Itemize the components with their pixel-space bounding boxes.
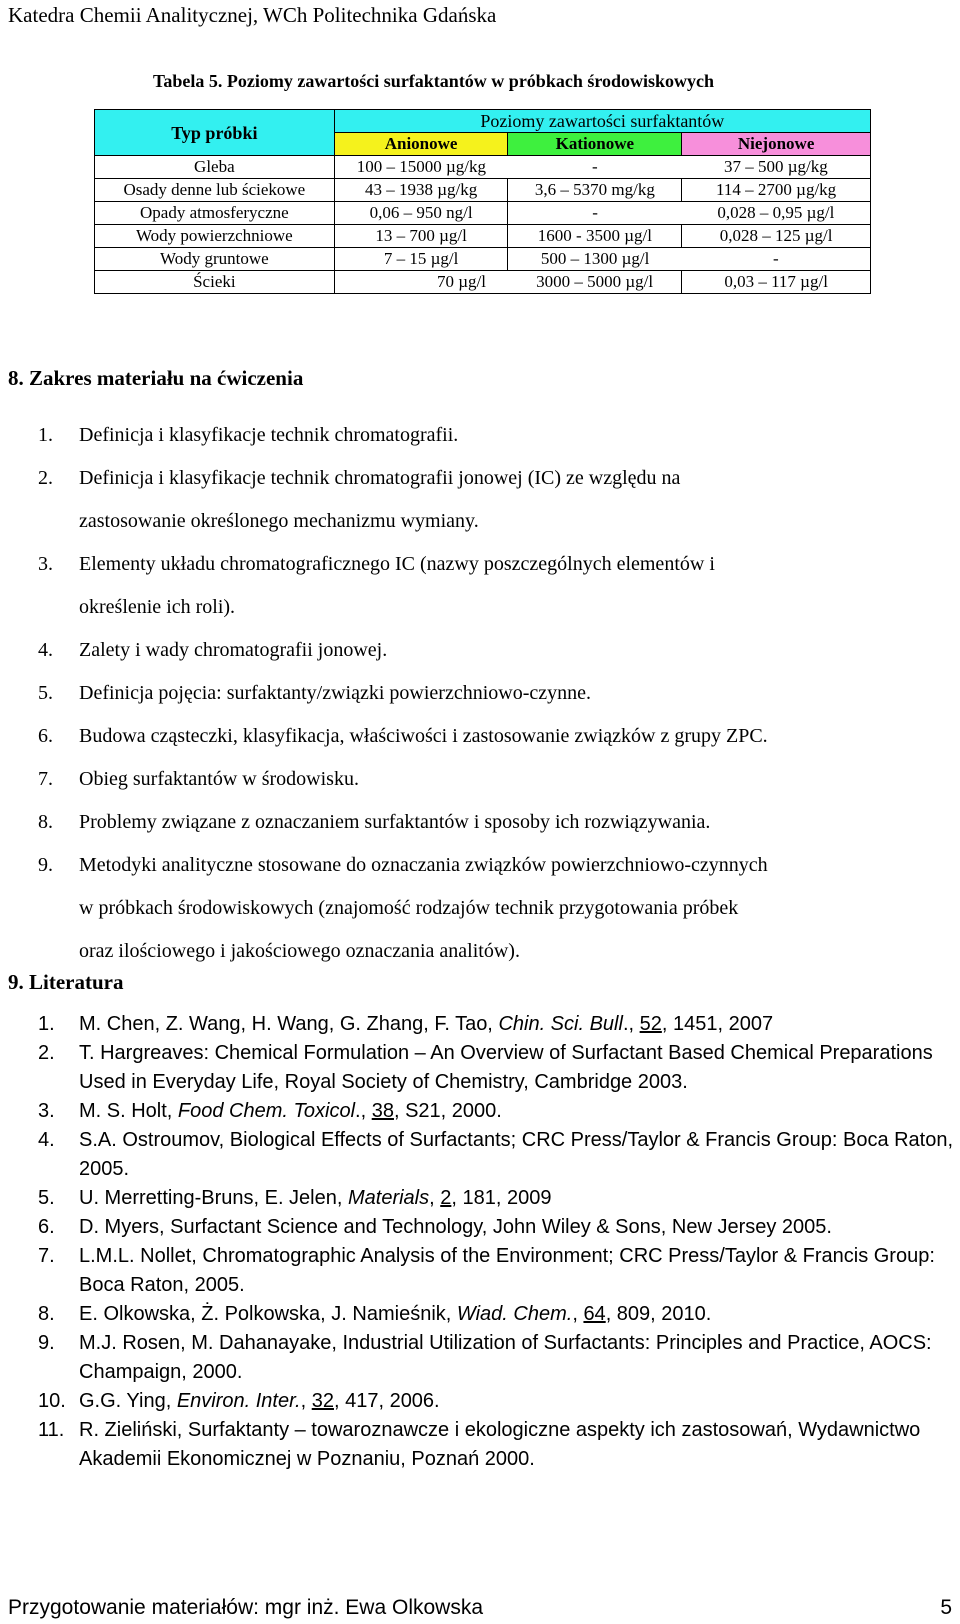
page-number: 5 (940, 1596, 952, 1619)
reference-number: 7. (38, 1245, 55, 1267)
cell-anionic: 70 µg/l (334, 271, 508, 294)
list-item-line: Problemy związane z oznaczaniem surfaktantów i sposoby ich rozwiązywania. (79, 811, 711, 833)
reference-text: , (429, 1187, 441, 1209)
page-header: Katedra Chemii Analitycznej, WCh Politechnika Gdańska (8, 3, 497, 27)
reference-number: 2. (38, 1042, 55, 1064)
surfactant-levels-table (94, 109, 871, 294)
list-item-line: oraz ilościowego i jakościowego oznaczania analitów). (79, 940, 520, 962)
reference-item (8, 1097, 956, 1126)
list-item-number: 2. (38, 467, 53, 489)
cell-cationic: 3,6 – 5370 mg/kg (508, 179, 682, 202)
reference-text: R. Zieliński, Surfaktanty – towaroznawcze i ekologiczne aspekty ich zastosowań, Wydawnictwo Akademii Ekonomicznej w Poznaniu, Poznań 2000. (79, 1419, 921, 1470)
cell-nonionic: 114 – 2700 µg/kg (682, 179, 871, 202)
table-row (95, 225, 871, 248)
list-item-number: 4. (38, 639, 53, 661)
list-item-line: Budowa cząsteczki, klasyfikacja, właściwości i zastosowanie związków z grupy ZPC. (79, 725, 768, 747)
list-item-line: Zalety i wady chromatografii jonowej. (79, 639, 388, 661)
reference-text: Materials (347, 1187, 430, 1209)
reference-text: E. Olkowska, Ż. Polkowska, J. Namieśnik, (79, 1303, 457, 1325)
list-item-line: zastosowanie określonego mechanizmu wymiany. (79, 510, 479, 532)
page-footer (8, 1596, 952, 1620)
list-item (8, 414, 958, 457)
col-header-sample-type: Typ próbki (95, 110, 335, 156)
reference-text: Food Chem. Toxicol (177, 1100, 356, 1122)
section-8-list (8, 414, 958, 973)
cell-cationic: 3000 – 5000 µg/l (508, 271, 682, 294)
literature-list (8, 1010, 956, 1474)
reference-item (8, 1387, 956, 1416)
reference-text: ., (355, 1100, 372, 1122)
reference-item (8, 1213, 956, 1242)
cell-anionic: 43 – 1938 µg/kg (334, 179, 508, 202)
reference-text: 2 (440, 1187, 452, 1209)
list-item (8, 629, 958, 672)
reference-item (8, 1242, 956, 1300)
list-item (8, 457, 958, 543)
list-item (8, 844, 958, 973)
list-item-number: 5. (38, 682, 53, 704)
list-item (8, 672, 958, 715)
cell-nonionic: 0,028 – 0,95 µg/l (682, 202, 871, 225)
cell-type: Wody powierzchniowe (95, 225, 335, 248)
cell-type: Ścieki (95, 271, 335, 294)
cell-type: Osady denne lub ściekowe (95, 179, 335, 202)
reference-text: ., (622, 1013, 640, 1035)
list-item (8, 543, 958, 629)
list-item-number: 8. (38, 811, 53, 833)
reference-text: U. Merretting-Bruns, E. Jelen, (79, 1187, 348, 1209)
col-header-nonionic: Niejonowe (682, 133, 871, 156)
reference-text: , 417, 2006. (333, 1390, 440, 1412)
reference-number: 9. (38, 1332, 55, 1354)
reference-text: , S21, 2000. (393, 1100, 502, 1122)
col-header-anionic: Anionowe (334, 133, 508, 156)
reference-text: 64 (583, 1303, 606, 1325)
cell-anionic: 7 – 15 µg/l (334, 248, 508, 271)
cell-type: Gleba (95, 156, 335, 179)
cell-cationic: 500 – 1300 µg/l (508, 248, 682, 271)
reference-item (8, 1126, 956, 1184)
cell-nonionic: - (682, 248, 871, 271)
list-item (8, 715, 958, 758)
table-row (95, 202, 871, 225)
reference-number: 4. (38, 1129, 55, 1151)
section-8-title: 8. Zakres materiału na ćwiczenia (8, 366, 304, 390)
footer-author: Przygotowanie materiałów: mgr inż. Ewa Olkowska (8, 1596, 484, 1619)
reference-text: M. S. Holt, (79, 1100, 178, 1122)
cell-type: Opady atmosferyczne (95, 202, 335, 225)
cell-cationic: 1600 - 3500 µg/l (508, 225, 682, 248)
list-item-number: 9. (38, 854, 53, 876)
reference-text: M. Chen, Z. Wang, H. Wang, G. Zhang, F. Tao, (79, 1013, 499, 1035)
list-item-line: Definicja i klasyfikacje technik chromatografii. (79, 424, 459, 446)
table-body (95, 156, 871, 294)
list-item-line: Elementy układu chromatograficznego IC (nazwy poszczególnych elementów i (79, 553, 715, 575)
reference-item (8, 1184, 956, 1213)
reference-item (8, 1416, 956, 1474)
list-item-line: Metodyki analityczne stosowane do oznaczania związków powierzchniowo-czynnych (79, 854, 768, 876)
list-item-number: 1. (38, 424, 53, 446)
list-item (8, 801, 958, 844)
reference-number: 1. (38, 1013, 55, 1035)
cell-nonionic: 0,03 – 117 µg/l (682, 271, 871, 294)
cell-anionic: 0,06 – 950 ng/l (334, 202, 508, 225)
col-header-group: Poziomy zawartości surfaktantów (334, 110, 870, 133)
reference-number: 10. (38, 1390, 66, 1412)
list-item-line: Definicja pojęcia: surfaktanty/związki powierzchniowo-czynne. (79, 682, 592, 704)
reference-text: S.A. Ostroumov, Biological Effects of Surfactants; CRC Press/Taylor & Francis Group: Boca Raton, 2005. (79, 1129, 954, 1180)
section-9-title: 9. Literatura (8, 970, 124, 994)
reference-number: 6. (38, 1216, 55, 1238)
cell-anionic: 100 – 15000 µg/kg (334, 156, 508, 179)
reference-item (8, 1010, 956, 1039)
cell-cationic: - (508, 202, 682, 225)
reference-text: D. Myers, Surfactant Science and Technology, John Wiley & Sons, New Jersey 2005. (79, 1216, 832, 1238)
cell-type: Wody gruntowe (95, 248, 335, 271)
reference-text: T. Hargreaves: Chemical Formulation – An Overview of Surfactant Based Chemical Preparations Used in Everyday Life, Royal Society of Chemistry, Cambridge 2003. (79, 1042, 933, 1093)
reference-text: L.M.L. Nollet, Chromatographic Analysis of the Environment; CRC Press/Taylor & Francis Group: Boca Raton, 2005. (79, 1245, 935, 1296)
reference-number: 3. (38, 1100, 55, 1122)
list-item (8, 758, 958, 801)
list-item-line: Definicja i klasyfikacje technik chromatografii jonowej (IC) ze względu na (79, 467, 681, 489)
reference-text: G.G. Ying, (79, 1390, 177, 1412)
reference-item (8, 1329, 956, 1387)
reference-text: Environ. Inter. (176, 1390, 301, 1412)
list-item-line: określenie ich roli). (79, 596, 236, 618)
cell-nonionic: 37 – 500 µg/kg (682, 156, 871, 179)
cell-cationic: - (508, 156, 682, 179)
list-item-line: Obieg surfaktantów w środowisku. (79, 768, 359, 790)
reference-text: , (572, 1303, 584, 1325)
reference-text: , 809, 2010. (605, 1303, 712, 1325)
col-header-cationic: Kationowe (508, 133, 682, 156)
reference-text: M.J. Rosen, M. Dahanayake, Industrial Utilization of Surfactants: Principles and Practice, AOCS: Champaign, 2000. (79, 1332, 932, 1383)
cell-anionic: 13 – 700 µg/l (334, 225, 508, 248)
reference-text: , 1451, 2007 (661, 1013, 774, 1035)
reference-item (8, 1039, 956, 1097)
table-row (95, 156, 871, 179)
list-item-number: 3. (38, 553, 53, 575)
reference-text: Chin. Sci. Bull (498, 1013, 623, 1035)
list-item-number: 6. (38, 725, 53, 747)
table-caption: Tabela 5. Poziomy zawartości surfaktantów w próbkach środowiskowych (153, 71, 715, 91)
reference-text: , 181, 2009 (451, 1187, 552, 1209)
list-item-number: 7. (38, 768, 53, 790)
reference-text: , (300, 1390, 312, 1412)
table-row (95, 248, 871, 271)
reference-text: 32 (311, 1390, 334, 1412)
reference-text: Wiad. Chem. (456, 1303, 573, 1325)
reference-text: 52 (639, 1013, 662, 1035)
list-item-line: w próbkach środowiskowych (znajomość rodzajów technik przygotowania próbek (79, 897, 739, 919)
table-row (95, 271, 871, 294)
cell-nonionic: 0,028 – 125 µg/l (682, 225, 871, 248)
reference-number: 5. (38, 1187, 55, 1209)
table-row (95, 179, 871, 202)
reference-number: 11. (38, 1419, 65, 1441)
reference-number: 8. (38, 1303, 55, 1325)
reference-item (8, 1300, 956, 1329)
reference-text: 38 (371, 1100, 394, 1122)
